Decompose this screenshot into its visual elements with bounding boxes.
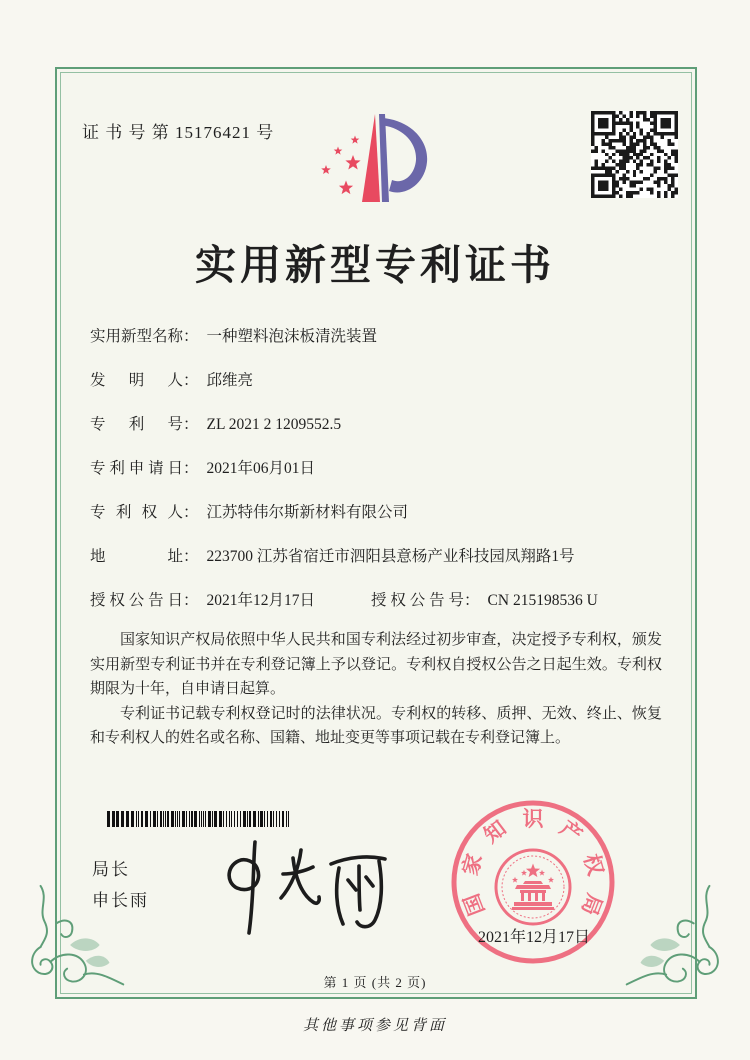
field-list bbox=[90, 326, 670, 634]
field-value: 一种塑料泡沫板清洗装置 bbox=[206, 328, 378, 345]
national-emblem bbox=[496, 850, 570, 924]
field-label: 实用新型名称 bbox=[90, 328, 184, 345]
field-label: 发明人 bbox=[90, 372, 183, 389]
field-address: 地址： 223700 江苏省宿迁市泗阳县意杨产业科技园凤翔路1号 bbox=[90, 548, 575, 565]
field-value: 江苏特伟尔斯新材料有限公司 bbox=[206, 504, 409, 521]
svg-text:识: 识 bbox=[522, 807, 544, 831]
field-patent-number: 专利号： ZL 2021 2 1209552.5 bbox=[90, 416, 342, 433]
grant-date-label: 授权公告日 bbox=[90, 592, 183, 609]
grant-no-label: 授权公告号 bbox=[371, 592, 465, 609]
field-label: 专利申请日 bbox=[90, 460, 183, 477]
logo-tower bbox=[362, 114, 380, 202]
body-paragraph-2: 专利证书记载专利权登记时的法律状况。专利权的转移、质押、无效、终止、恢复和专利权人的姓名或名称、国籍、地址变更等事项记载在专利登记簿上。 bbox=[90, 705, 662, 747]
director-signature bbox=[213, 836, 398, 936]
field-value: ZL 2021 2 1209552.5 bbox=[206, 416, 342, 433]
field-label: 专利号 bbox=[90, 416, 183, 433]
certificate-number: 证 书 号 第 15176421 号 bbox=[82, 123, 275, 142]
logo-stars bbox=[321, 136, 360, 195]
seal-date: 2021年12月17日 bbox=[477, 929, 590, 946]
field-utility-model-name: 实用新型名称： 一种塑料泡沫板清洗装置 bbox=[90, 328, 378, 345]
body-paragraph-1: 国家知识产权局依照中华人民共和国专利法经过初步审查，决定授予专利权，颁发实用新型专利证书并在专利登记簿上予以登记。专利权自授权公告之日起生效。专利权期限为十年，自申请日起算。 bbox=[90, 632, 662, 698]
field-filing-date: 专利申请日： 2021年06月01日 bbox=[90, 460, 316, 477]
back-note: 其他事项参见背面 bbox=[302, 1018, 447, 1034]
grant-date-value: 2021年12月17日 bbox=[206, 592, 316, 609]
grant-row: 授权公告日： 2021年12月17日 授权公告号： CN 215198536 U bbox=[90, 592, 598, 609]
certificate-title: 实用新型专利证书 bbox=[195, 242, 555, 288]
field-patentee: 专利权人： 江苏特伟尔斯新材料有限公司 bbox=[90, 504, 409, 521]
grant-no-value: CN 215198536 U bbox=[487, 592, 598, 609]
field-value: 2021年06月01日 bbox=[206, 460, 316, 477]
field-value: 邱维亮 bbox=[206, 372, 254, 389]
svg-text:知: 知 bbox=[479, 815, 511, 848]
svg-text:产: 产 bbox=[555, 815, 587, 848]
svg-text:局: 局 bbox=[576, 890, 607, 919]
field-inventor: 发明人： 邱维亮 bbox=[90, 372, 254, 389]
cnipa-logo-icon bbox=[312, 110, 437, 210]
page-number: 第 1 页 (共 2 页) bbox=[323, 975, 427, 990]
barcode bbox=[105, 811, 295, 827]
logo-bar bbox=[379, 114, 389, 202]
certificate-body bbox=[90, 628, 662, 751]
corner-flourish-left-icon bbox=[26, 884, 126, 1012]
field-label: 地址 bbox=[90, 548, 183, 565]
director-title: 局长 bbox=[92, 860, 130, 879]
field-value: 223700 江苏省宿迁市泗阳县意杨产业科技园凤翔路1号 bbox=[206, 548, 575, 565]
director-name: 申长雨 bbox=[92, 891, 149, 910]
qr-code bbox=[591, 111, 678, 198]
field-label: 专利权人 bbox=[90, 504, 183, 521]
svg-text:国: 国 bbox=[459, 890, 490, 919]
svg-text:权: 权 bbox=[579, 851, 608, 879]
corner-flourish-right-icon bbox=[624, 884, 724, 1012]
svg-text:家: 家 bbox=[458, 851, 487, 879]
